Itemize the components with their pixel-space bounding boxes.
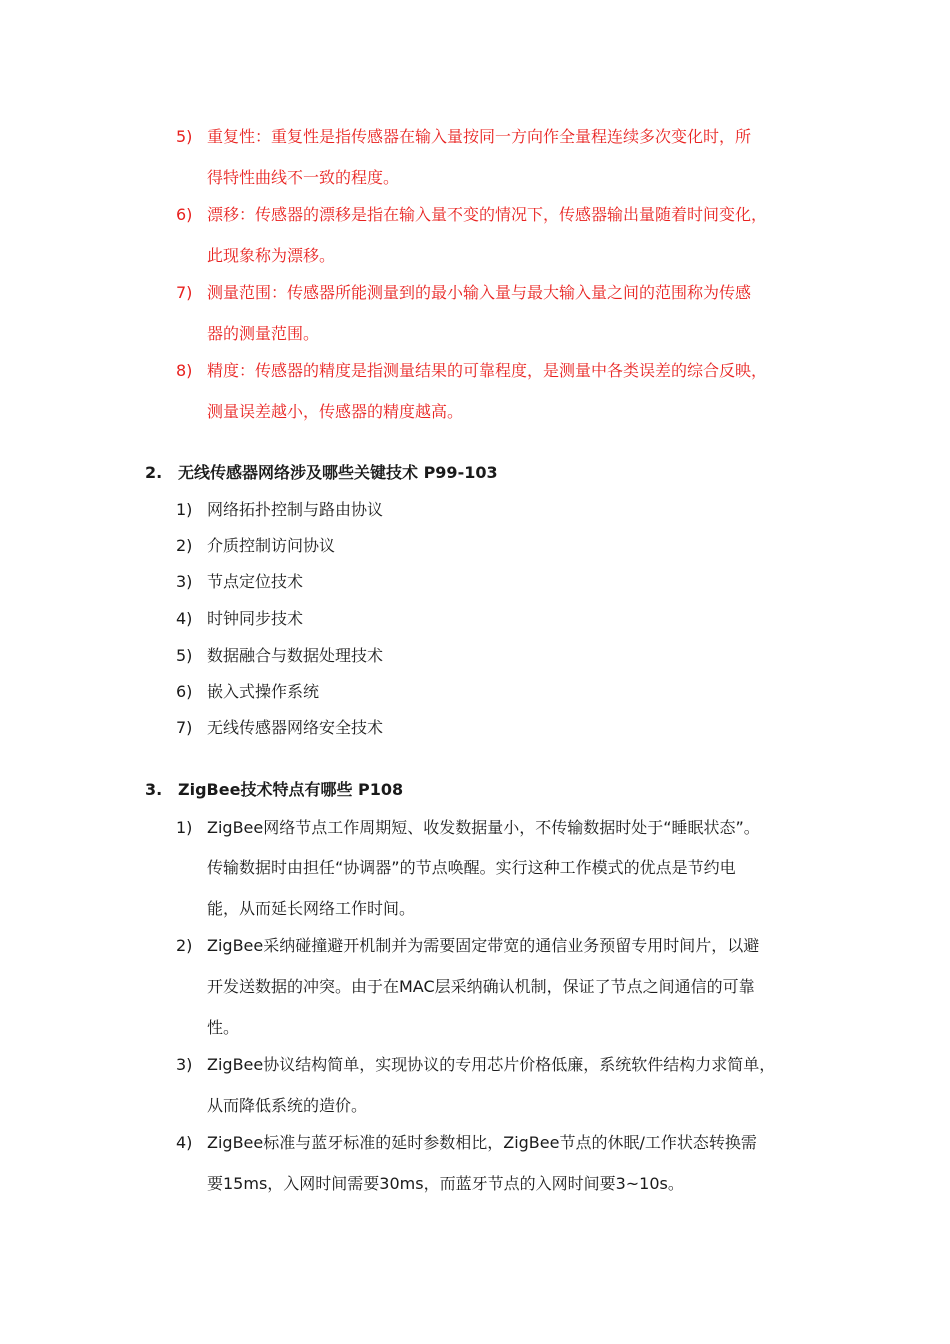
- def-item-text: 测量误差越小，传感器的精度越高。: [207, 402, 464, 421]
- list-item-text: 要15ms，入网时间需要30ms，而蓝牙节点的入网时间要3~10s。: [207, 1174, 684, 1193]
- list-item-text: 从而降低系统的造价。: [207, 1096, 368, 1115]
- list-item-number: 6): [176, 682, 193, 701]
- list-item-text: 网络拓扑控制与路由协议: [207, 500, 384, 519]
- list-item-text: ZigBee协议结构简单，实现协议的专用芯片价格低廉，系统软件结构力求简单，: [207, 1055, 776, 1074]
- section-number: 3.: [145, 780, 163, 799]
- list-item-text: 开发送数据的冲突。由于在MAC层采纳确认机制，保证了节点之间通信的可靠: [207, 977, 755, 996]
- list-item-number: 4): [176, 609, 193, 628]
- def-item-number: 5): [176, 127, 193, 146]
- list-item-text: ZigBee采纳碰撞避开机制并为需要固定带宽的通信业务预留专用时间片，以避: [207, 936, 760, 955]
- list-item-number: 2): [176, 936, 193, 955]
- list-item-number: 1): [176, 818, 193, 837]
- list-item-text: 时钟同步技术: [207, 609, 304, 628]
- list-item-number: 3): [176, 572, 193, 591]
- def-item-text: 漂移：传感器的漂移是指在输入量不变的情况下，传感器输出量随着时间变化，: [207, 205, 768, 224]
- def-item-text: 重复性：重复性是指传感器在输入量按同一方向作全量程连续多次变化时，所: [207, 127, 752, 146]
- list-item-text: 数据融合与数据处理技术: [207, 646, 384, 665]
- def-item-text: 得特性曲线不一致的程度。: [207, 168, 400, 187]
- section-title: ZigBee技术特点有哪些 P108: [178, 780, 404, 799]
- def-item-text: 精度：传感器的精度是指测量结果的可靠程度，是测量中各类误差的综合反映，: [207, 361, 768, 380]
- list-item-text: ZigBee标准与蓝牙标准的延时参数相比，ZigBee节点的休眠/工作状态转换需: [207, 1133, 757, 1152]
- list-item-number: 2): [176, 536, 193, 555]
- list-item-text: 节点定位技术: [207, 572, 304, 591]
- section-title: 无线传感器网络涉及哪些关键技术 P99-103: [178, 463, 498, 482]
- list-item-number: 3): [176, 1055, 193, 1074]
- def-item-text: 此现象称为漂移。: [207, 246, 336, 265]
- list-item-text: 能，从而延长网络工作时间。: [207, 899, 416, 918]
- list-item-number: 5): [176, 646, 193, 665]
- list-item-text: 传输数据时由担任“协调器”的节点唤醒。实行这种工作模式的优点是节约电: [207, 858, 736, 877]
- def-item-number: 7): [176, 283, 193, 302]
- list-item-text: 嵌入式操作系统: [207, 682, 320, 701]
- list-item-number: 4): [176, 1133, 193, 1152]
- list-item-text: 无线传感器网络安全技术: [207, 718, 384, 737]
- section-number: 2.: [145, 463, 163, 482]
- list-item-text: 性。: [207, 1018, 240, 1037]
- list-item-text: ZigBee网络节点工作周期短、收发数据量小，不传输数据时处于“睡眠状态”。: [207, 818, 760, 837]
- def-item-text: 测量范围：传感器所能测量到的最小输入量与最大输入量之间的范围称为传感: [207, 283, 752, 302]
- def-item-text: 器的测量范围。: [207, 324, 320, 343]
- list-item-number: 1): [176, 500, 193, 519]
- def-item-number: 6): [176, 205, 193, 224]
- list-item-number: 7): [176, 718, 193, 737]
- list-item-text: 介质控制访问协议: [207, 536, 336, 555]
- def-item-number: 8): [176, 361, 193, 380]
